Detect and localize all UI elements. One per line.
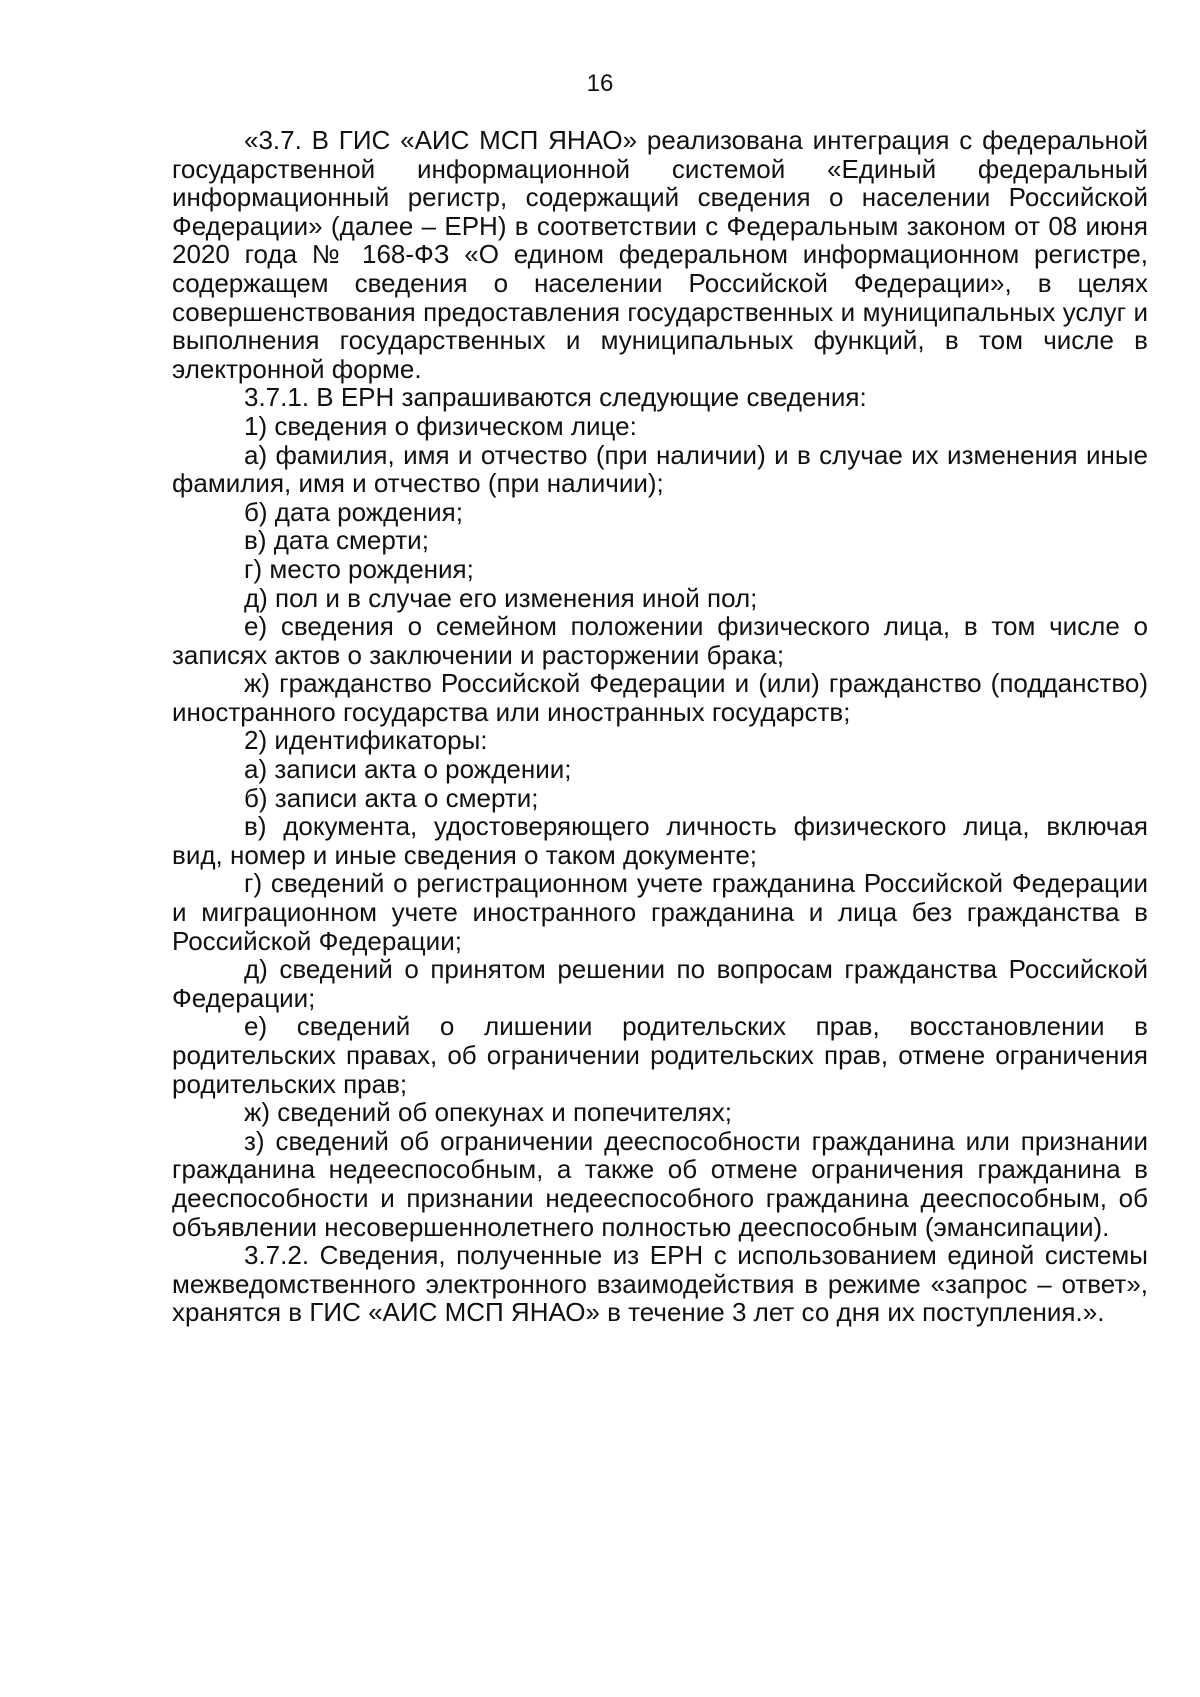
paragraph-3-7-2: 3.7.2. Сведения, полученные из ЕРН с использованием единой системы межведомственного электронного взаимодействия в режиме «запрос – ответ», хранятся в ГИС «АИС МСП ЯНАО» в течение 3 лет со дня их поступления.». (172, 1240, 1148, 1328)
list-item-1: 1) сведения о физическом лице: (244, 410, 637, 441)
paragraph-3-7-1: 3.7.1. В ЕРН запрашиваются следующие сведения: (244, 382, 867, 413)
list-item-1g: г) место рождения; (244, 553, 474, 584)
list-item-1a: а) фамилия, имя и отчество (при наличии) и в случае их изменения иные фамилия, имя и отчество (при наличии); (172, 439, 1148, 499)
paragraph-3-7: «3.7. В ГИС «АИС МСП ЯНАО» реализована интеграция с федеральной государственной информационной системой «Единый федеральный информационный регистр, содержащий сведения о населении Российской Федерации» (далее – ЕРН) в соответствии с Федеральным законом от 08 июня 2020 года № 168-ФЗ «О едином федеральном информационном регистре, содержащем сведения о населении Российской Федерации», в целях совершенствования предоставления государственных и муниципальных услуг и выполнения государственных и муниципальных функций, в том числе в электронной форме. (172, 125, 1148, 384)
list-item-1d: д) пол и в случае его изменения иной пол; (244, 582, 758, 613)
list-item-2: 2) идентификаторы: (244, 725, 488, 756)
list-item-2zh: ж) сведений об опекунах и попечителях; (244, 1097, 732, 1128)
list-item-1v: в) дата смерти; (244, 525, 429, 556)
list-item-1b: б) дата рождения; (244, 496, 463, 527)
list-item-1e: е) сведения о семейном положении физического лица, в том числе о записях актов о заключении и расторжении брака; (172, 611, 1148, 670)
list-item-2e: е) сведений о лишении родительских прав, восстановлении в родительских правах, об ограничении родительских прав, отмене ограничения родительских прав; (172, 1011, 1148, 1099)
page-number: 16 (586, 70, 614, 97)
list-item-2a: а) записи акта о рождении; (244, 754, 572, 785)
list-item-1zh: ж) гражданство Российской Федерации и (или) гражданство (подданство) иностранного государства или иностранных государств; (172, 668, 1148, 727)
list-item-2g: г) сведений о регистрационном учете гражданина Российской Федерации и миграционном учете иностранного гражданина и лица без гражданства в Российской Федерации; (172, 868, 1148, 956)
list-item-2z: з) сведений об ограничении дееспособности гражданина или признании гражданина недееспособным, а также об отмене ограничения гражданина в дееспособности и признании недееспособного гражданина дееспособным, об объявлении несовершеннолетнего полностью дееспособным (эмансипации). (172, 1125, 1148, 1242)
list-item-2d: д) сведений о принятом решении по вопросам гражданства Российской Федерации; (172, 954, 1148, 1013)
list-item-2b: б) записи акта о смерти; (244, 782, 539, 813)
document-body (172, 126, 1148, 1327)
list-item-2v: в) документа, удостоверяющего личность физического лица, включая вид, номер и иные сведения о таком документе; (172, 811, 1148, 870)
